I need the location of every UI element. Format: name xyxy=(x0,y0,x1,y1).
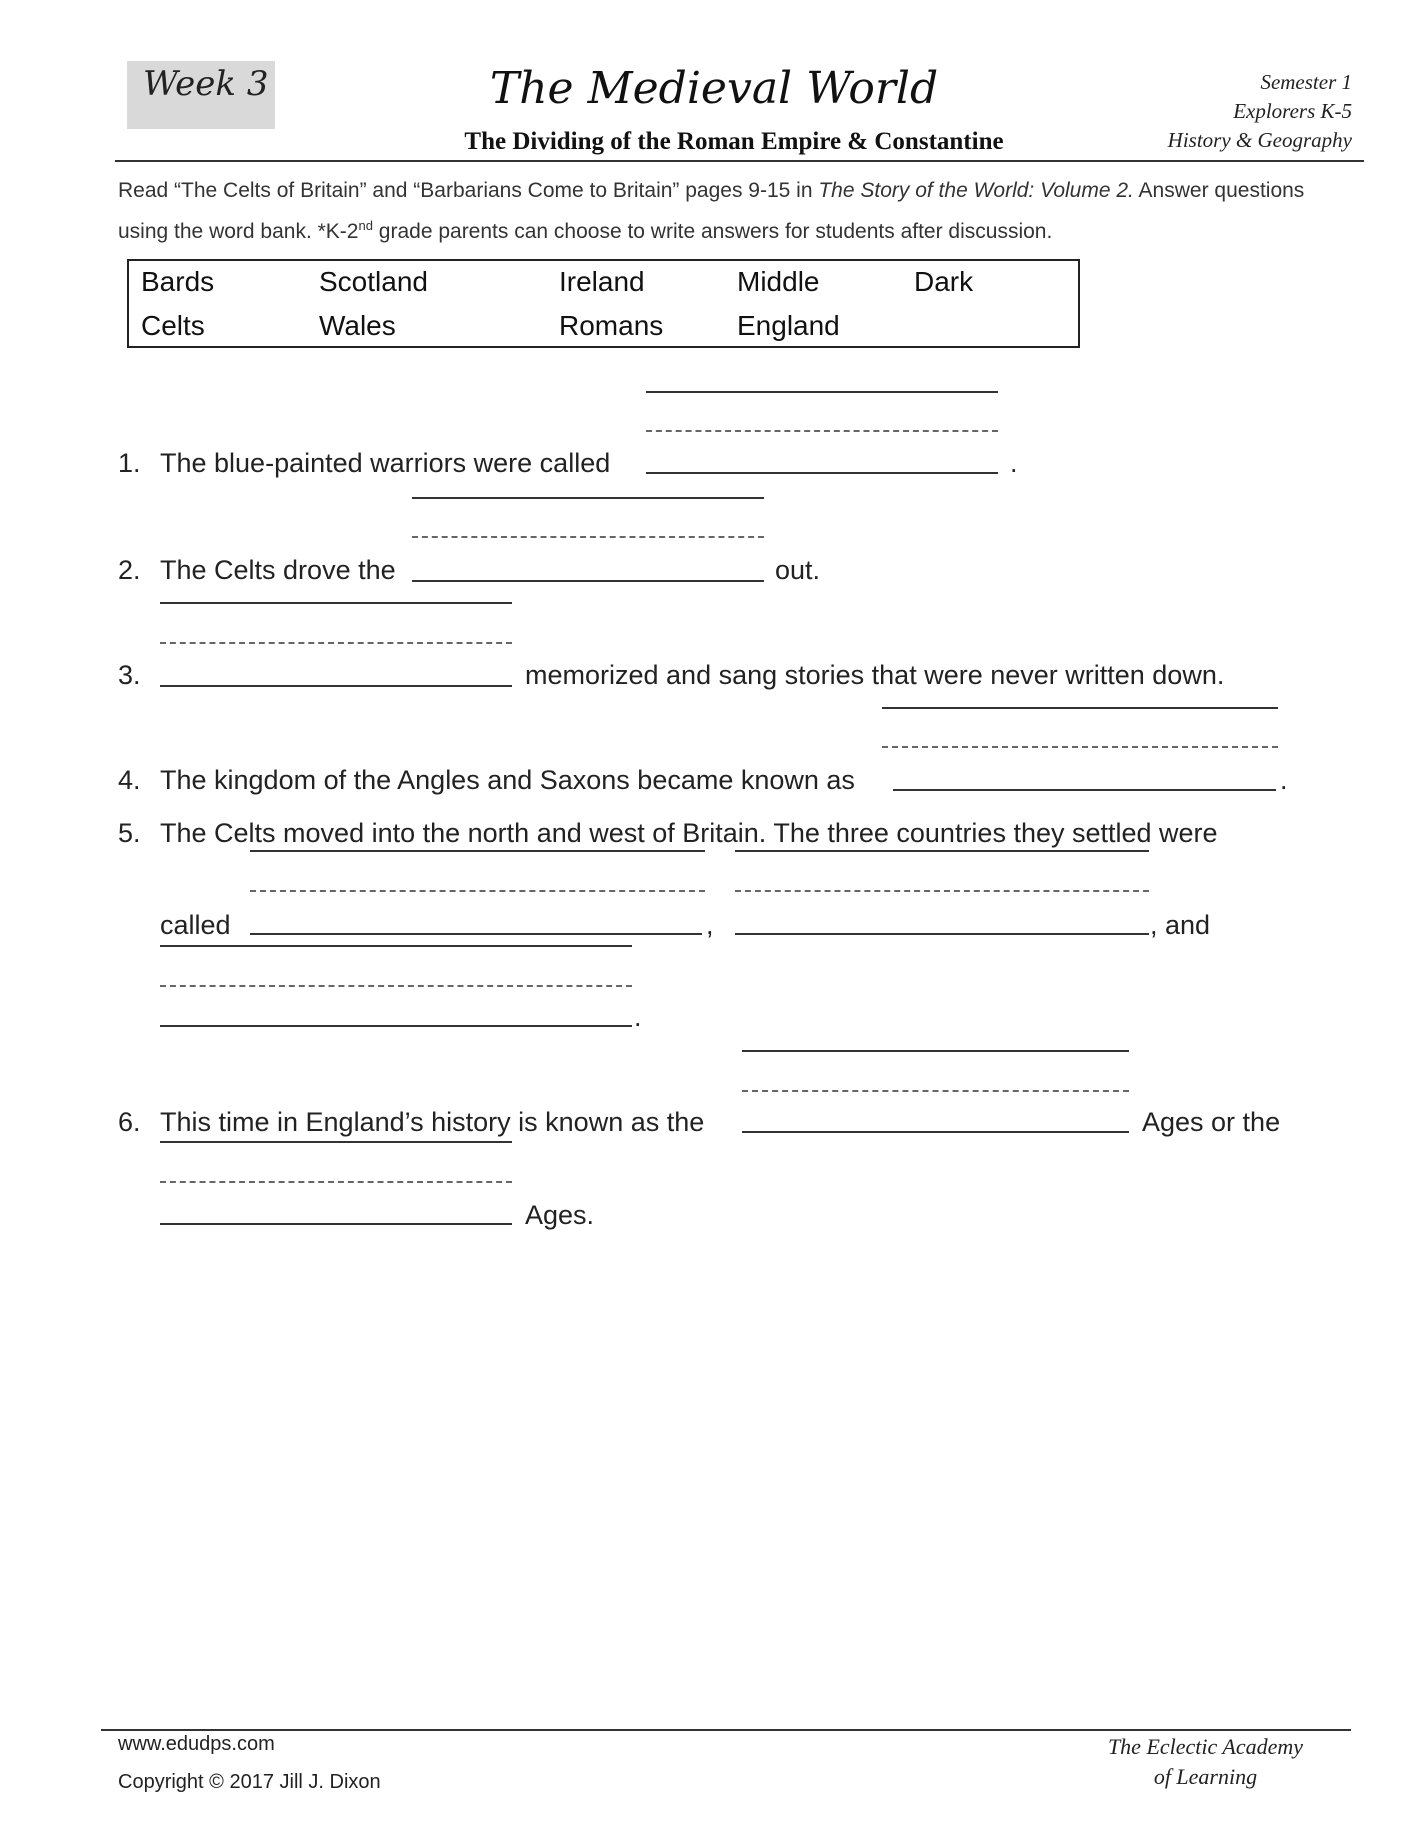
question-4-end: . xyxy=(1280,765,1288,795)
word-bank-item: Dark xyxy=(914,266,974,297)
answer-blank-2[interactable] xyxy=(412,580,764,582)
course-meta xyxy=(1168,68,1352,155)
question-number: 4. xyxy=(118,765,141,795)
instructions-text: Read “The Celts of Britain” and “Barbarians Come to Britain” pages 9-15 in xyxy=(118,179,819,202)
handwriting-guide-mid xyxy=(882,746,1278,748)
handwriting-guide-top xyxy=(160,602,512,604)
question-2-text: The Celts drove the xyxy=(160,555,396,585)
semester-label: Semester 1 xyxy=(1260,70,1352,94)
book-title: The Story of the World: Volume 2. xyxy=(818,179,1134,202)
answer-blank-5b[interactable] xyxy=(735,933,1149,935)
handwriting-guide-top xyxy=(646,391,998,393)
handwriting-guide-top xyxy=(882,707,1278,709)
word-bank-item: Middle xyxy=(737,266,820,297)
handwriting-guide-mid xyxy=(160,985,632,987)
word-bank-item: Bards xyxy=(141,266,215,297)
question-3-text: memorized and sang stories that were never written down. xyxy=(525,660,1225,690)
academy-name xyxy=(1108,1732,1303,1792)
handwriting-guide-mid xyxy=(250,890,705,892)
copyright: Copyright © 2017 Jill J. Dixon xyxy=(118,1771,381,1793)
answer-blank-3[interactable] xyxy=(160,685,512,687)
question-number: 1. xyxy=(118,448,141,478)
word-bank-item: Ireland xyxy=(559,266,645,297)
academy-line-1: The Eclectic Academy xyxy=(1107,1734,1303,1759)
answer-blank-1[interactable] xyxy=(646,472,998,474)
superscript: nd xyxy=(358,218,373,233)
instructions xyxy=(118,173,1338,249)
week-label: Week 3 xyxy=(143,64,269,104)
subject-label: History & Geography xyxy=(1167,128,1352,152)
question-6-text: This time in England’s history is known as the xyxy=(160,1107,705,1137)
question-2-end: out. xyxy=(775,555,821,585)
question-6-mid: Ages or the xyxy=(1142,1107,1281,1137)
instructions-text-2: Answer questions using the word bank. *K-2 xyxy=(118,179,1305,243)
answer-blank-5c[interactable] xyxy=(160,1025,632,1027)
handwriting-guide-mid xyxy=(742,1090,1129,1092)
word-bank-item: Celts xyxy=(141,310,205,341)
question-6-end: Ages. xyxy=(525,1200,595,1230)
footer-divider xyxy=(101,1729,1351,1731)
word-bank-item: Scotland xyxy=(319,266,428,297)
answer-blank-6a[interactable] xyxy=(742,1131,1129,1133)
question-number: 6. xyxy=(118,1107,141,1137)
question-5-comma: , xyxy=(706,910,714,940)
word-bank-item: Wales xyxy=(319,310,396,341)
handwriting-guide-top xyxy=(160,945,632,947)
question-5-end: . xyxy=(634,1002,642,1032)
handwriting-guide-mid xyxy=(646,430,998,432)
handwriting-guide-top xyxy=(160,1141,512,1143)
question-number: 5. xyxy=(118,818,141,848)
word-bank xyxy=(127,259,1080,348)
question-5-and: , and xyxy=(1150,910,1211,940)
question-number: 2. xyxy=(118,555,141,585)
academy-line-2: of Learning xyxy=(1153,1764,1258,1789)
question-1-text: The blue-painted warriors were called xyxy=(160,448,611,478)
question-5-called: called xyxy=(160,910,231,940)
handwriting-guide-top xyxy=(735,850,1149,852)
handwriting-guide-top xyxy=(250,850,705,852)
word-bank-item: England xyxy=(737,310,840,341)
website-link[interactable]: www.edudps.com xyxy=(118,1733,275,1755)
question-5-text: The Celts moved into the north and west of Britain. The three countries they settled were xyxy=(160,818,1218,848)
handwriting-guide-mid xyxy=(160,1181,512,1183)
answer-blank-4[interactable] xyxy=(893,789,1276,791)
question-4-text: The kingdom of the Angles and Saxons became known as xyxy=(160,765,855,795)
level-label: Explorers K-5 xyxy=(1233,99,1352,123)
page-subtitle: The Dividing of the Roman Empire & Constantine xyxy=(464,128,1004,155)
handwriting-guide-mid xyxy=(735,890,1149,892)
handwriting-guide-mid xyxy=(160,642,512,644)
instructions-text-3: grade parents can choose to write answers for students after discussion. xyxy=(372,220,1053,243)
word-bank-item: Romans xyxy=(559,310,664,341)
question-number: 3. xyxy=(118,660,141,690)
page-title: The Medieval World xyxy=(489,63,939,114)
answer-blank-5a[interactable] xyxy=(250,933,702,935)
question-1-end: . xyxy=(1010,448,1018,478)
handwriting-guide-mid xyxy=(412,536,764,538)
header-divider xyxy=(115,160,1364,162)
handwriting-guide-top xyxy=(412,497,764,499)
handwriting-guide-top xyxy=(742,1050,1129,1052)
answer-blank-6b[interactable] xyxy=(160,1223,512,1225)
